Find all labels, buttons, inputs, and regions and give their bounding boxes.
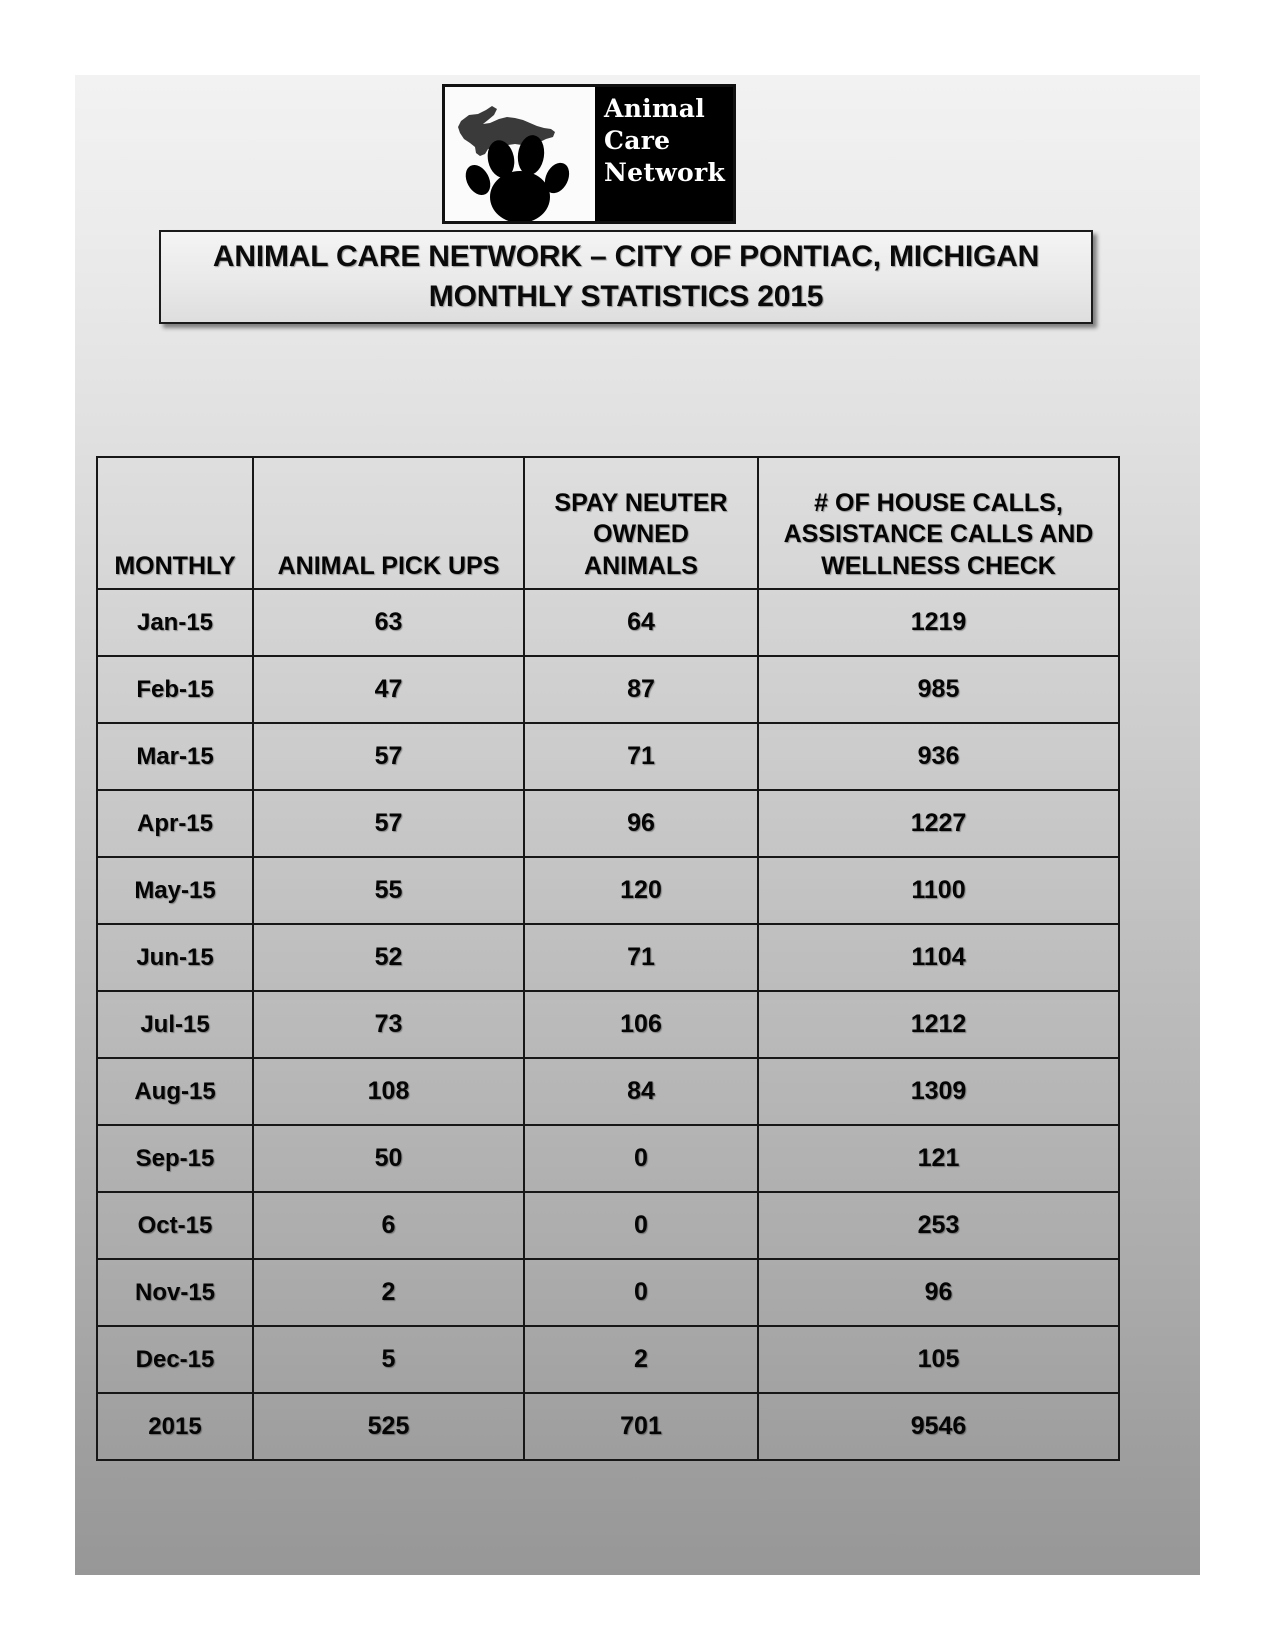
table-row <box>97 1259 1119 1326</box>
cell-month: Jul-15 <box>97 991 253 1058</box>
cell-spay-neuter: 0 <box>524 1125 758 1192</box>
column-header-spay-neuter-owned-animals <box>524 457 758 589</box>
cell-pickups: 57 <box>253 790 524 857</box>
column-header-monthly <box>97 457 253 589</box>
cell-calls: 1309 <box>758 1058 1119 1125</box>
cell-calls: 985 <box>758 656 1119 723</box>
table-row <box>97 991 1119 1058</box>
table-row <box>97 790 1119 857</box>
logo-wordmark-line-2: Care <box>604 126 671 155</box>
cell-calls: 121 <box>758 1125 1119 1192</box>
document-page <box>75 75 1200 1575</box>
organization-logo <box>442 84 736 224</box>
cell-total-label: 2015 <box>97 1393 253 1460</box>
column-header-spay-line-3: ANIMALS <box>584 551 698 580</box>
cell-spay-neuter: 0 <box>524 1259 758 1326</box>
cell-pickups: 5 <box>253 1326 524 1393</box>
column-header-house-calls <box>758 457 1119 589</box>
cell-total-pickups: 525 <box>253 1393 524 1460</box>
cell-month: Jan-15 <box>97 589 253 656</box>
table-row <box>97 1125 1119 1192</box>
cell-total-calls: 9546 <box>758 1393 1119 1460</box>
column-header-pickups-line-1: ANIMAL PICK UPS <box>277 551 500 580</box>
cell-pickups: 50 <box>253 1125 524 1192</box>
michigan-paw-print-icon <box>445 87 595 221</box>
cell-month: Oct-15 <box>97 1192 253 1259</box>
cell-calls: 1104 <box>758 924 1119 991</box>
logo-wordmark-line-1: Animal <box>604 94 706 123</box>
cell-calls: 936 <box>758 723 1119 790</box>
cell-month: Jun-15 <box>97 924 253 991</box>
cell-month: Dec-15 <box>97 1326 253 1393</box>
cell-pickups: 55 <box>253 857 524 924</box>
table-row <box>97 656 1119 723</box>
cell-pickups: 2 <box>253 1259 524 1326</box>
table-row <box>97 723 1119 790</box>
table-row <box>97 857 1119 924</box>
table-row <box>97 1058 1119 1125</box>
cell-spay-neuter: 71 <box>524 723 758 790</box>
logo-wordmark <box>595 87 733 221</box>
logo-wordmark-line-3: Network <box>604 158 726 187</box>
cell-month: Sep-15 <box>97 1125 253 1192</box>
cell-spay-neuter: 71 <box>524 924 758 991</box>
page-title-line-1: ANIMAL CARE NETWORK – CITY OF PONTIAC, MICHIGAN <box>212 240 1040 274</box>
cell-spay-neuter: 87 <box>524 656 758 723</box>
cell-spay-neuter: 84 <box>524 1058 758 1125</box>
cell-spay-neuter: 120 <box>524 857 758 924</box>
page-title <box>159 230 1093 324</box>
cell-spay-neuter: 0 <box>524 1192 758 1259</box>
cell-month: Aug-15 <box>97 1058 253 1125</box>
cell-calls: 1212 <box>758 991 1119 1058</box>
cell-pickups: 47 <box>253 656 524 723</box>
cell-pickups: 57 <box>253 723 524 790</box>
page-title-line-2: MONTHLY STATISTICS 2015 <box>428 280 824 313</box>
cell-pickups: 73 <box>253 991 524 1058</box>
cell-spay-neuter: 106 <box>524 991 758 1058</box>
table-row <box>97 1326 1119 1393</box>
cell-spay-neuter: 64 <box>524 589 758 656</box>
cell-calls: 96 <box>758 1259 1119 1326</box>
column-header-calls-line-1: # OF HOUSE CALLS, <box>814 488 1063 517</box>
column-header-animal-pick-ups <box>253 457 524 589</box>
table-row <box>97 589 1119 656</box>
cell-spay-neuter: 2 <box>524 1326 758 1393</box>
cell-month: Nov-15 <box>97 1259 253 1326</box>
cell-month: Feb-15 <box>97 656 253 723</box>
table-row <box>97 1192 1119 1259</box>
cell-pickups: 52 <box>253 924 524 991</box>
cell-month: May-15 <box>97 857 253 924</box>
cell-calls: 105 <box>758 1326 1119 1393</box>
cell-calls: 1219 <box>758 589 1119 656</box>
cell-total-spay-neuter: 701 <box>524 1393 758 1460</box>
monthly-statistics-table <box>96 456 1120 1461</box>
column-header-spay-line-1: SPAY NEUTER <box>554 488 728 517</box>
cell-pickups: 63 <box>253 589 524 656</box>
cell-month: Apr-15 <box>97 790 253 857</box>
cell-calls: 253 <box>758 1192 1119 1259</box>
cell-calls: 1227 <box>758 790 1119 857</box>
table-header-row <box>97 457 1119 589</box>
table-body <box>97 589 1119 1460</box>
cell-month: Mar-15 <box>97 723 253 790</box>
column-header-spay-line-2: OWNED <box>593 520 689 548</box>
column-header-calls-line-3: WELLNESS CHECK <box>821 551 1056 580</box>
cell-pickups: 108 <box>253 1058 524 1125</box>
column-header-monthly-line-1: MONTHLY <box>114 551 236 580</box>
table-total-row <box>97 1393 1119 1460</box>
cell-pickups: 6 <box>253 1192 524 1259</box>
column-header-calls-line-2: ASSISTANCE CALLS AND <box>783 520 1094 548</box>
cell-calls: 1100 <box>758 857 1119 924</box>
cell-spay-neuter: 96 <box>524 790 758 857</box>
table-row <box>97 924 1119 991</box>
